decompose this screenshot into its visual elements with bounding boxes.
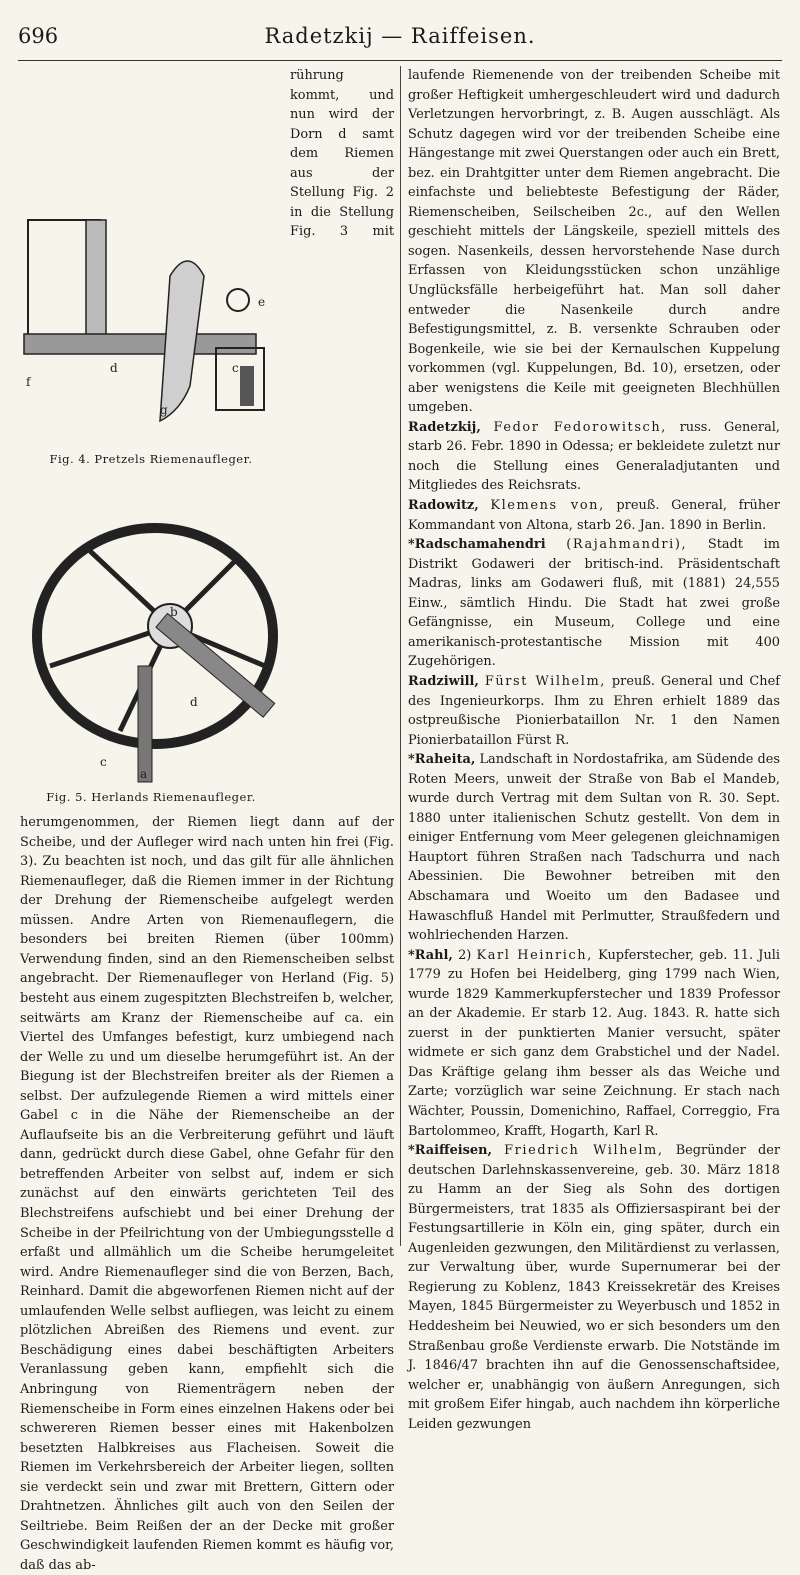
running-title: Radetzkij — Raiffeisen. [264,24,536,48]
entry-body: preuß. General, früher Kommandant von Altona, starb 26. Jan. 1890 in Berlin. [408,498,780,533]
entry-name: (Rajahmandri), [566,537,688,553]
page-header [18,22,782,58]
pretzel-belt-shifter-illustration [20,216,282,448]
entry-headword: Radowitz, [408,498,479,514]
entry-name: Friedrich Wilhelm, [504,1143,664,1159]
entry-name: Fedor Fedorowitsch, [493,419,667,435]
entry-body: Begründer der deutschen Darlehnskassenvereine, geb. 30. März 1818 zu Hamm an der Sieg als Sohn des dortigen Bürgermeisters, trat 1835 als Offiziersaspirant bei der Festungsartillerie in Köln ein, ging später, durch ein Augenleiden gezwungen, den Militärdienst zu verlassen, zur Verwaltung über, wurde Supernumerar bei der Regierung zu Koblenz, 1843 Kreissekretär des Kreises Mayen, 1845 Bürgermeister zu Weyerbusch und 1852 in Heddesheim bei Neuwied, wo er sich besonders um den Straßenbau große Verdienste erwarb. Die Notstände im J. 1846/47 brachten ihn auf die Genossenschaftsidee, welcher er, unabhängig von äußern Anregungen, sich mit großem Eifer hingab, auch nachdem ihn körperliche Leiden gezwungen [408,1143,780,1432]
entry-name: Karl Heinrich, [476,947,593,963]
entry-headword: *Raiffeisen, [408,1143,492,1159]
figure-4-caption: Fig. 4. Pretzels Riemenaufleger. [49,452,253,466]
svg-text:g: g [160,403,168,417]
svg-text:c: c [232,361,239,375]
entry-headword: Radetzkij, [408,419,481,435]
entry-body: Kupferstecher, geb. 11. Juli 1779 zu Hofen bei Heidelberg, ging 1799 nach Wien, wurde 1829 Kammerkupferstecher und 1839 Professor an der Akademie. Er starb 12. Aug. 1843. R. hatte sich zuerst in der punktierten Manier versucht, später widmete er sich ganz dem Grabstichel und der Nadel. Das Kräftige gelang ihm besser als das Weiche und Zarte; vorzüglich war seine Zeichnung. Er stach nach Wächter, Poussin, Domenichino, Raffael, Correggio, Fra Bartolommeo, Krafft, Hogarth, Karl R. [408,947,780,1139]
figure-4 [20,216,282,470]
entry-headword: *Raheita, [408,752,476,768]
left-paragraph: rührung kommt, und nun wird der Dorn d samt dem Riemen aus der Stellung Fig. 2 in die Stellung Fig. 3 mit herumgenommen, der Riemen liegt dann auf der Scheibe, und der Aufleger wird nach unten hin frei (Fig. 3). Zu beachten ist noch, und das gilt für alle ähnlichen Riemenaufleger, daß die Riemen immer in der Richtung der Drehung der Riemenscheibe aufgelegt werden müssen. Andre Arten von Riemenauflegern, die besonders bei breiten Riemen (über 100mm) Verwendung finden, sind an den Riemenscheiben selbst angebracht. Der Riemenaufleger von Herland (Fig. 5) besteht aus einem zugespitzten Blechstreifen b, welcher, seitwärts am Kranz der Riemenscheibe auf ca. ein Viertel des Umfanges befestigt, kurz umbiegend nach der Welle zu und um dieselbe herumgeführt ist. An der Biegung ist der Blechstreifen breiter als der Riemen a selbst. Der aufzulegende Riemen a wird mittels einer Gabel c in die Nähe der Riemenscheibe an der Auflaufseite bis an die Verbreiterung geführt und läuft dann, gedrückt durch diese Gabel, ohne Gefahr für den betreffenden Arbeiter von selbst auf, indem er sich zunächst auf den einwärts gerichteten Teil des Blechstreifens aufschiebt und bei einer Drehung der Scheibe in der Pfeilrichtung von der Umbiegungsstelle d erfaßt und allmählich um die Scheibe herumgeleitet wird. Andre Riemenaufleger sind die von Berzen, Bach, Reinhard. Damit die abgeworfenen Riemen nicht auf der umlaufenden Welle selbst aufliegen, was leicht zu einem plötzlichen Abreißen des Riemens und event. zur Beschädigung eines dabei beschäftigten Arbeiters Veranlassung geben kann, empfiehlt sich die Anbringung von Riementrägern neben der Riemenscheibe in Form eines einzelnen Hakens oder bei schwereren Riemen besser eines mit Hakenbolzen besetzten Halbkreises aus Flacheisen. Soweit die Riemen im Verkehrsbereich der Arbeiter liegen, sollten sie verdeckt sein und zwar mit Brettern, Gittern oder Drahtnetzen. Ähnliches gilt auch von den Seilen der Seiltriebe. Beim Reißen der an der Decke mit großer Geschwindigkeit laufenden Riemen kommt es häufig vor, daß das ab- [20,68,394,1573]
svg-text:d: d [110,361,118,375]
entry-radetzkij [408,418,780,496]
svg-text:c: c [100,754,107,769]
entry-radziwill [408,672,780,750]
svg-text:e: e [258,295,266,309]
figure-5-caption: Fig. 5. Herlands Riemenaufleger. [46,789,256,804]
svg-text:b: b [170,604,178,619]
page-number: 696 [18,24,59,48]
entry-body: preuß. General und Chef des Ingenieurkorps. Ihm zu Ehren erhielt 1889 das ostpreußische Pionierbataillon Nr. 1 den Namen Pionierbataillon Fürst R. [408,673,780,748]
entry-number: 2) [458,947,472,963]
header-rule [18,60,782,61]
column-divider [400,66,401,1246]
entry-headword: *Radschamahendri [408,537,546,553]
entry-body: russ. General, starb 26. Febr. 1890 in Odessa; er bekleidete zuletzt nur noch die Stellung eines Generaladjutanten und Mitgliedes des Reichsrats. [408,419,780,494]
entry-radschamahendri [408,535,780,672]
entry-body: Landschaft in Nordostafrika, am Südende des Roten Meers, unweit der Straße von Bab el Mandeb, wurde durch Vertrag mit dem Sultan von R. 30. Sept. 1880 unter italienischen Schutz gestellt. Von dem in einiger Entfernung vom Meer gelegenen gleichnamigen Hauptort führen Straßen nach Tadschurra und nach Abessinien. Die Bewohner betreiben mit den Abschamara und Woeito um den Badasee und Hawaschfluß Handel mit Perlmutter, Straußfedern und wohlriechenden Harzen. [408,752,780,944]
entry-raheita [408,750,780,945]
continued-paragraph: laufende Riemenende von der treibenden Scheibe mit großer Heftigkeit umhergeschleudert wird und dadurch Verletzungen hervorbringt, z. B. Augen ausschlägt. Als Schutz dagegen wird vor der treibenden Scheibe eine Hängestange mit zwei Querstangen oder auch ein Brett, bez. ein Drahtgitter unter dem Riemen angebracht. Die einfachste und beliebteste Befestigung der Räder, Riemenscheiben, Seilscheiben 2c., auf den Wellen geschieht mittels der Längskeile, speziell mittels des sogen. Nasenkeils, dessen hervorstehende Nase durch Erfassen von Kleidungsstücken schon unzählige Unglücksfälle herbeigeführt hat. Man soll daher entweder die Nasenkeile durch andre Befestigungsmittel, z. B. versenkte Schrauben oder Bogenkeile, wie sie bei der Kernaulschen Kuppelung vorkommen (vgl. Kuppelungen, Bd. 10), ersetzen, oder aber wenigstens die Keile mit geeigneten Blechhüllen umgeben. [408,68,780,416]
entry-body: Stadt im Distrikt Godaweri der britisch-ind. Präsidentschaft Madras, links am Godaweri fluß, mit (1881) 24,555 Einw., sämtlich Hindu. Die Stadt hat zwei große Gefängnisse, ein Museum, College und eine amerikanisch-protestantische Mission mit 400 Zugehörigen. [408,537,780,670]
entry-rahl [408,946,780,1141]
entry-radowitz [408,496,780,535]
entry-name: Klemens von, [490,498,605,514]
left-column [20,66,394,1575]
entry-name: Fürst Wilhelm, [484,673,606,689]
right-column [408,66,780,1434]
svg-text:d: d [190,694,198,709]
figure-5 [20,516,282,808]
svg-text:f: f [26,375,31,389]
svg-text:a: a [140,766,148,781]
entry-headword: Radziwill, [408,673,479,689]
entry-raiffeisen [408,1141,780,1434]
herland-belt-shifter-illustration [20,516,282,786]
entry-headword: *Rahl, [408,947,453,963]
